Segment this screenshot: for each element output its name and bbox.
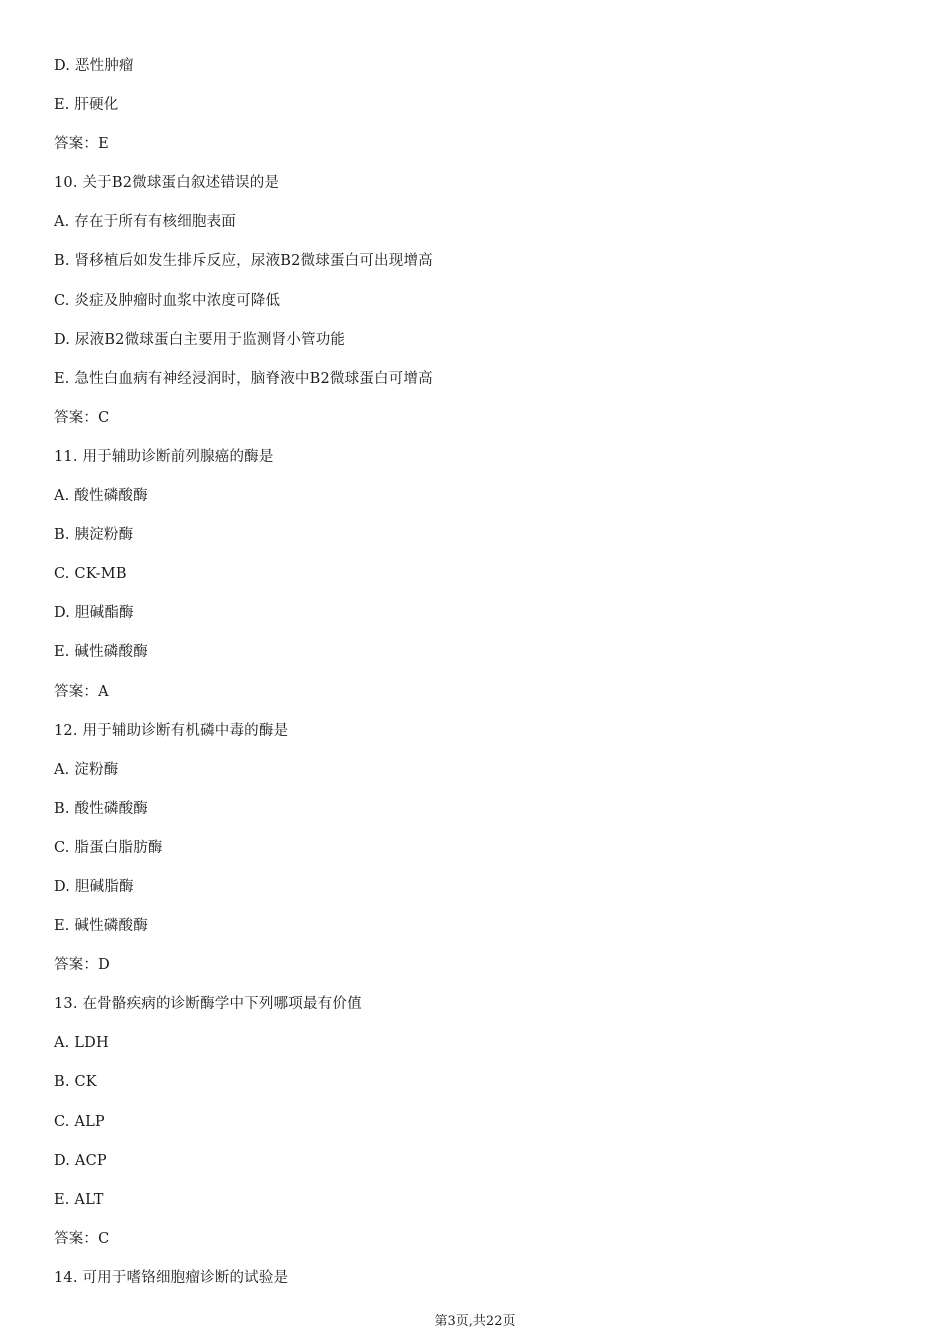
option-line: E. 急性白血病有神经浸润时，脑脊液中B2微球蛋白可增高 bbox=[54, 370, 433, 387]
answer-line: 答案：C bbox=[54, 409, 110, 426]
answer-line: 答案：C bbox=[54, 1230, 110, 1247]
option-line: E. 碱性磷酸酶 bbox=[54, 644, 148, 661]
question-stem: 11. 用于辅助诊断前列腺癌的酶是 bbox=[54, 448, 274, 465]
option-line: A. LDH bbox=[54, 1035, 109, 1052]
question-stem: 10. 关于B2微球蛋白叙述错误的是 bbox=[54, 175, 280, 192]
option-line: E. 肝硬化 bbox=[54, 97, 119, 114]
answer-line: 答案：D bbox=[54, 957, 110, 974]
option-line: B. 酸性磷酸酶 bbox=[54, 800, 148, 817]
option-line: D. 尿液B2微球蛋白主要用于监测肾小管功能 bbox=[54, 331, 346, 348]
question-content bbox=[54, 56, 894, 1307]
question-stem: 12. 用于辅助诊断有机磷中毒的酶是 bbox=[54, 722, 289, 739]
question-stem: 14. 可用于嗜铬细胞瘤诊断的试验是 bbox=[54, 1269, 289, 1286]
option-line: D. 胆碱脂酶 bbox=[54, 878, 134, 895]
question-stem: 13. 在骨骼疾病的诊断酶学中下列哪项最有价值 bbox=[54, 996, 362, 1013]
answer-line: 答案：A bbox=[54, 683, 109, 700]
option-line: D. ACP bbox=[54, 1152, 107, 1169]
answer-line: 答案：E bbox=[54, 136, 109, 153]
option-line: A. 酸性磷酸酶 bbox=[54, 488, 148, 505]
option-line: B. CK bbox=[54, 1074, 97, 1091]
option-line: C. ALP bbox=[54, 1113, 105, 1130]
option-line: C. CK-MB bbox=[54, 566, 127, 583]
option-line: E. ALT bbox=[54, 1191, 104, 1208]
option-line: E. 碱性磷酸酶 bbox=[54, 918, 148, 935]
option-line: D. 恶性肿瘤 bbox=[54, 58, 134, 74]
option-line: C. 炎症及肿瘤时血浆中浓度可降低 bbox=[54, 292, 281, 309]
option-line: A. 淀粉酶 bbox=[54, 761, 119, 778]
page-number-footer: 第3页,共22页 bbox=[434, 1314, 516, 1329]
option-line: C. 脂蛋白脂肪酶 bbox=[54, 839, 163, 856]
option-line: A. 存在于所有有核细胞表面 bbox=[54, 214, 236, 231]
option-line: B. 肾移植后如发生排斥反应，尿液B2微球蛋白可出现增高 bbox=[54, 253, 433, 270]
option-line: B. 胰淀粉酶 bbox=[54, 527, 134, 544]
option-line: D. 胆碱酯酶 bbox=[54, 605, 134, 622]
